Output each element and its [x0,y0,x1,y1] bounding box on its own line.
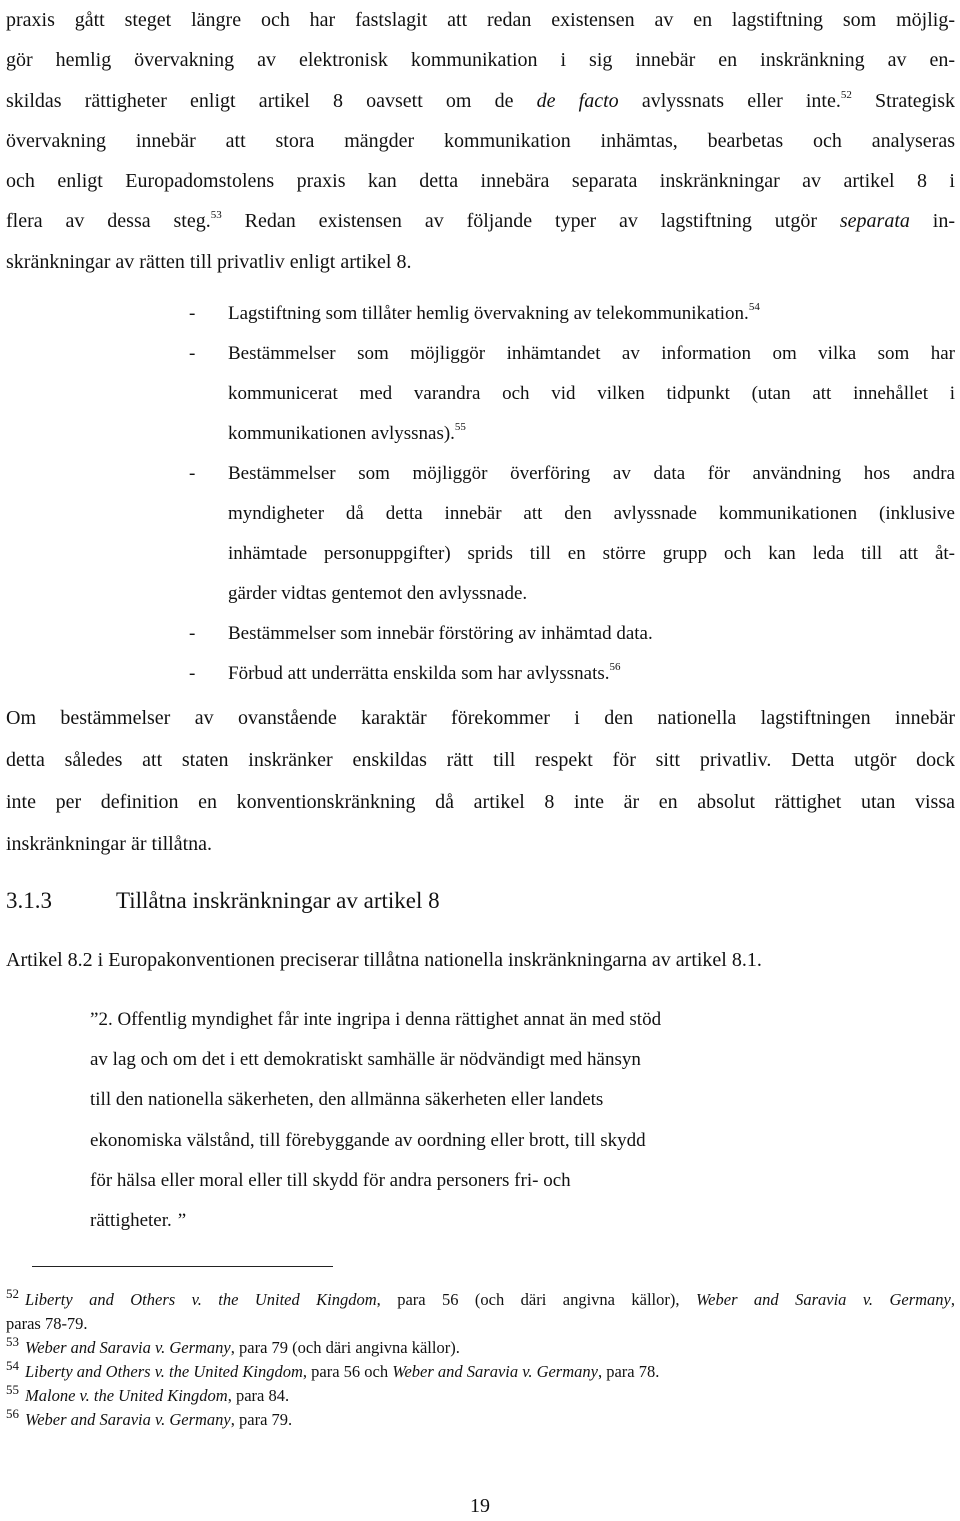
text-span: Lagstiftning som tillåter hemlig övervakning av telekommunikation. [228,303,749,324]
text-line [228,334,955,374]
text-line: skränkningar av rätten till privatliv enligt artikel 8. [6,250,412,273]
text-span: Bestämmelser som möjliggör överföring av data för användning hos andra [228,463,955,484]
footnote-line [6,1336,955,1360]
text-line: inte per definition en konventionskränkning då artikel 8 inte är en absolut rättighet utan vissa [6,791,955,813]
quote-line [90,1000,661,1040]
text-span: in- [909,210,956,233]
text-span: Strategisk [851,89,956,112]
text-span: , para 56 (och däri angivna källor), [376,1290,696,1309]
text-line: gör hemlig övervakning av elektronisk kommunikation i sig innebär en inskränkning av en- [6,49,955,72]
case-name: Weber and Saravia v. Germany [695,1290,951,1309]
footnote-ref-55[interactable]: 55 [454,421,466,433]
footnote-55 [6,1384,955,1408]
list-dash: - [189,663,196,684]
footnote-line [6,1408,955,1432]
text-span: myndigheter då detta innebär att den avlyssnade kommunikationen (inklusive [228,503,955,524]
footnote-ref-56[interactable]: 56 [609,661,621,673]
text-span: av lag och om det i ett demokratiskt samhälle är nödvändigt med hänsyn [90,1049,641,1071]
close-quote-mark: ” [177,1209,187,1231]
text-span: , para 56 och [302,1362,393,1381]
case-name: Liberty and Others v. the United Kingdom [25,1290,377,1309]
text-line: Om bestämmelser av ovanstående karaktär förekommer i den nationella lagstiftningen innebär [6,707,955,729]
quote-line [90,1161,661,1201]
case-name: Malone v. the United Kingdom [25,1386,228,1405]
text-line [6,81,955,121]
text-span: inhämtade personuppgifter) sprids till en större grupp och kan leda till att åt- [228,543,955,564]
list-item-text [228,334,955,454]
text-span: , para 79. [230,1410,293,1429]
text-span: ekonomiska välstånd, till förebyggande av oordning eller brott, till skydd [90,1129,646,1151]
italic-term: separata [839,210,910,233]
quote-line [90,1080,661,1120]
text-span: gärder vidtas gentemot den avlyssnade. [228,583,528,604]
text-line [228,414,955,454]
text-line [6,201,955,241]
text-line: praxis gått steget längre och har fastslagit att redan existensen av en lagstiftning som möjlig- [6,9,955,31]
quote-line [90,1040,661,1080]
case-name: Weber and Saravia v. Germany [25,1338,231,1357]
footnote-line [6,1360,955,1384]
open-quote-mark: ” [90,1009,99,1030]
text-line [228,614,955,654]
section-title: Tillåtna inskränkningar av artikel 8 [116,888,440,913]
text-line [228,574,955,614]
footnote-54 [6,1360,955,1384]
case-name: Weber and Saravia v. Germany [392,1362,598,1381]
text-span: skildas rättigheter enligt artikel 8 oavsett om de [6,89,537,112]
page-number: 19 [470,1495,490,1517]
text-span: , para 78. [597,1362,660,1381]
footnote-number: 55 [6,1382,19,1397]
text-line [228,374,955,414]
text-span: för hälsa eller moral eller till skydd för andra personers fri- och [90,1169,571,1191]
intro-sentence: Artikel 8.2 i Europakonventionen preciserar tillåtna nationella inskränkningarna av artikel 8.1. [6,949,762,971]
section-heading [6,883,440,919]
list-dash: - [189,343,196,364]
text-span: rättigheter. [90,1209,172,1231]
text-span: kommunicerat med varandra och vid vilken tidpunkt (utan att innehållet i [228,383,955,404]
text-line [228,294,955,334]
list-item-text [228,654,955,694]
footnote-line [6,1384,955,1408]
text-span: flera av dessa steg. [6,210,211,233]
footnotes [6,1288,955,1432]
list-dash: - [189,463,196,484]
section-number: 3.1.3 [6,888,52,913]
quote-line [90,1121,661,1161]
text-span: till den nationella säkerheten, den allmänna säkerheten eller landets [90,1089,604,1111]
text-span: kommunikationen avlyssnas). [228,423,455,444]
italic-term: de facto [536,89,619,112]
list-dash: - [189,303,196,324]
footnote-ref-54[interactable]: 54 [748,301,760,313]
footnote-52 [6,1288,955,1336]
footnote-53 [6,1336,955,1360]
footnote-number: 52 [6,1286,19,1301]
text-span: Förbud att underrätta enskilda som har avlyssnats. [228,663,610,684]
text-span: Bestämmelser som möjliggör inhämtandet av information om vilka som har [228,343,955,364]
text-span: , para 79 (och däri angivna källor). [230,1338,460,1357]
case-name: Weber and Saravia v. Germany [25,1410,231,1429]
footnote-number: 56 [6,1406,19,1421]
text-line [228,534,955,574]
footnote-number: 54 [6,1358,19,1373]
text-line [228,494,955,534]
text-line: inskränkningar är tillåtna. [6,833,213,855]
block-quote [90,1000,661,1241]
list-item-text [228,294,955,334]
text-span: , [950,1290,955,1309]
footnote-ref-52[interactable]: 52 [840,88,852,101]
body-paragraph-2 [6,697,955,865]
list-item-text [228,454,955,614]
text-span: , para 84. [227,1386,290,1405]
case-name: Liberty and Others v. the United Kingdom [25,1362,303,1381]
footnote-separator [32,1266,333,1267]
text-line [228,654,955,694]
text-line: och enligt Europadomstolens praxis kan detta innebära separata inskränkningar av artikel 8 i [6,170,955,193]
footnote-56 [6,1408,955,1432]
footnote-line [6,1288,955,1312]
quote-line [90,1201,661,1241]
text-line: detta således att staten inskränker enskildas rätt till respekt för sitt privatliv. Detta utgör dock [6,749,955,771]
text-span: Bestämmelser som innebär förstöring av inhämtad data. [228,623,653,644]
list-dash: - [189,623,196,644]
text-span: 2. Offentlig myndighet får inte ingripa i denna rättighet annat än med stöd [98,1009,662,1030]
text-line [228,454,955,494]
body-paragraph-1 [6,0,955,282]
list-item-text [228,614,955,654]
text-span: Redan existensen av följande typer av lagstiftning utgör [221,210,840,233]
text-span: avlyssnats eller inte. [618,89,841,112]
footnote-line: paras 78-79. [6,1314,88,1333]
footnote-number: 53 [6,1334,19,1349]
footnote-ref-53[interactable]: 53 [210,209,222,222]
text-line: övervakning innebär att stora mängder kommunikation inhämtas, bearbetas och analyseras [6,129,955,152]
